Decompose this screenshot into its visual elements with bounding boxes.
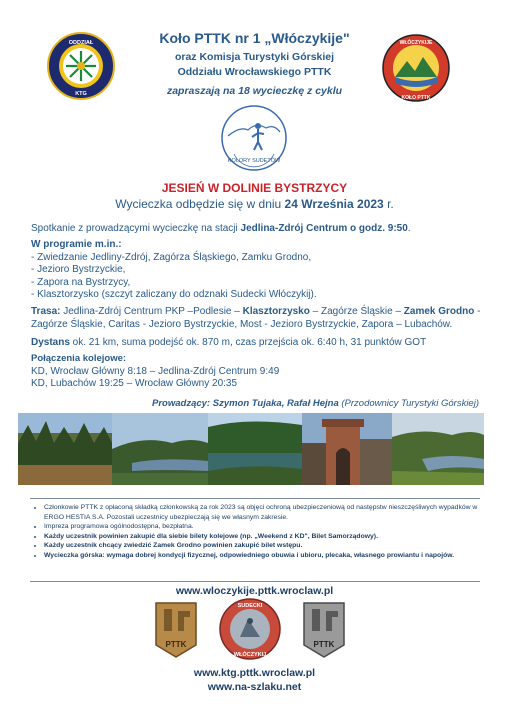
program-item: - Zapora na Bystrzycy, (31, 276, 131, 288)
photo-grodno-castle (302, 413, 392, 485)
badge-pttk-left (150, 601, 202, 659)
svg-text:WŁÓCZYKIJE: WŁÓCZYKIJE (399, 40, 433, 46)
train-line: KD, Lubachów 19:25 – Wrocław Główny 20:35 (31, 378, 238, 390)
svg-text:KTG: KTG (75, 91, 87, 97)
badge-sudecki-wloczykij (218, 597, 282, 661)
trains-heading: Połączenia kolejowe: (31, 353, 127, 364)
distance-info: Dystans ok. 21 km, suma podejść ok. 870 m, czas przejścia ok. 6:40 h, 31 punktów GOT (31, 337, 427, 348)
svg-text:WŁÓCZYKIJ: WŁÓCZYKIJ (233, 652, 267, 658)
note-item: • Każdy uczestnik chcący zwiedzić Zamek Grodno powinien zakupić bilet wstępu. (44, 541, 480, 551)
organizer-commission: oraz Komisja Turystyki Górskiej (174, 51, 335, 63)
note-item: • Impreza programowa ogólnodostępna, bezpłatna. (44, 522, 480, 532)
link-ktg[interactable]: www.ktg.pttk.wroclaw.pl (193, 667, 316, 679)
organizer-title: Koło PTTK nr 1 „Włóczykije" (159, 30, 350, 46)
trip-date: 24 Września 2023 (284, 197, 384, 211)
leaders-info: Prowadzący: Szymon Tujaka, Rafał Hejna (Przodownicy Turystyki Górskiej) (152, 398, 479, 409)
link-na-szlaku[interactable]: www.na-szlaku.net (207, 681, 302, 693)
note-item: • Każdy uczestnik powinien zakupić dla siebie bilety kolejowe (np. „Weekend z KD", Bilet Samorządowy). (44, 532, 480, 542)
program-heading: W programie m.in.: (31, 239, 122, 250)
svg-text:PTTK: PTTK (165, 640, 187, 649)
invitation-line: zapraszają na 18 wycieczkę z cyklu (166, 85, 343, 97)
svg-text:PTTK: PTTK (313, 640, 335, 649)
kolory-sudetow-logo (220, 104, 288, 172)
trip-date-line: Wycieczka odbędzie się w dniu 24 Września 2023 r. (115, 197, 394, 211)
organizer-branch: Oddziału Wrocławskiego PTTK (177, 66, 332, 78)
photo-dam-lake (208, 413, 302, 485)
train-connections (31, 353, 481, 391)
participant-notes (30, 498, 480, 582)
meeting-info: Spotkanie z prowadzącymi wycieczkę na stacji Jedlina-Zdrój Centrum o godz. 9:50. (31, 223, 411, 234)
svg-text:ODDZIAŁ: ODDZIAŁ (68, 40, 94, 46)
photo-forest-hills (18, 413, 112, 485)
route-info: Trasa: Jedlina-Zdrój Centrum PKP –Podlesie – Klasztorzysko – Zagórze Śląskie – Zamek Grodno - Zagórze Śląskie, Caritas - Jezioro Bystrzyckie, Most - Jezioro Bystrzyckie, Zapora – Lubachów. (31, 306, 481, 330)
badge-pttk-right (298, 601, 350, 659)
program-item: - Zwiedzanie Jedliny-Zdrój, Zagórza Śląskiego, Zamku Grodno, (31, 251, 312, 263)
program-item: - Jezioro Bystrzyckie, (31, 264, 126, 276)
note-item: • Wycieczka górska: wymaga dobrej kondycji fizycznej, odpowiedniego obuwia i ubioru, plecaka, własnego prowiantu i napojów. (44, 551, 480, 561)
photo-valley-river (392, 413, 484, 485)
note-item: • Członkowie PTTK z opłaconą składką członkowską za rok 2023 są objęci ochroną ubezpieczeniową od następstw nieszczęśliwych wypadków w ERGO HESTIA S.A. Pozostali uczestnicy ubezpieczają się we własnym zakresie. (44, 503, 480, 522)
photo-lake-view (112, 413, 208, 485)
program-item: - Klasztorzysko (szczyt zaliczany do odznaki Sudecki Włóczykij). (31, 289, 317, 301)
train-line: KD, Wrocław Główny 8:18 – Jedlina-Zdrój Centrum 9:49 (31, 365, 280, 377)
program-section (31, 239, 481, 302)
trip-title: JESIEŃ W DOLINIE BYSTRZYCY (161, 181, 348, 195)
svg-text:SUDECKI: SUDECKI (237, 603, 263, 609)
svg-text:KOLORY SUDETÓW: KOLORY SUDETÓW (227, 158, 281, 164)
link-wloczykije[interactable]: www.wloczykije.pttk.wroclaw.pl (175, 585, 334, 597)
svg-text:KOŁO PTTK: KOŁO PTTK (401, 95, 431, 101)
